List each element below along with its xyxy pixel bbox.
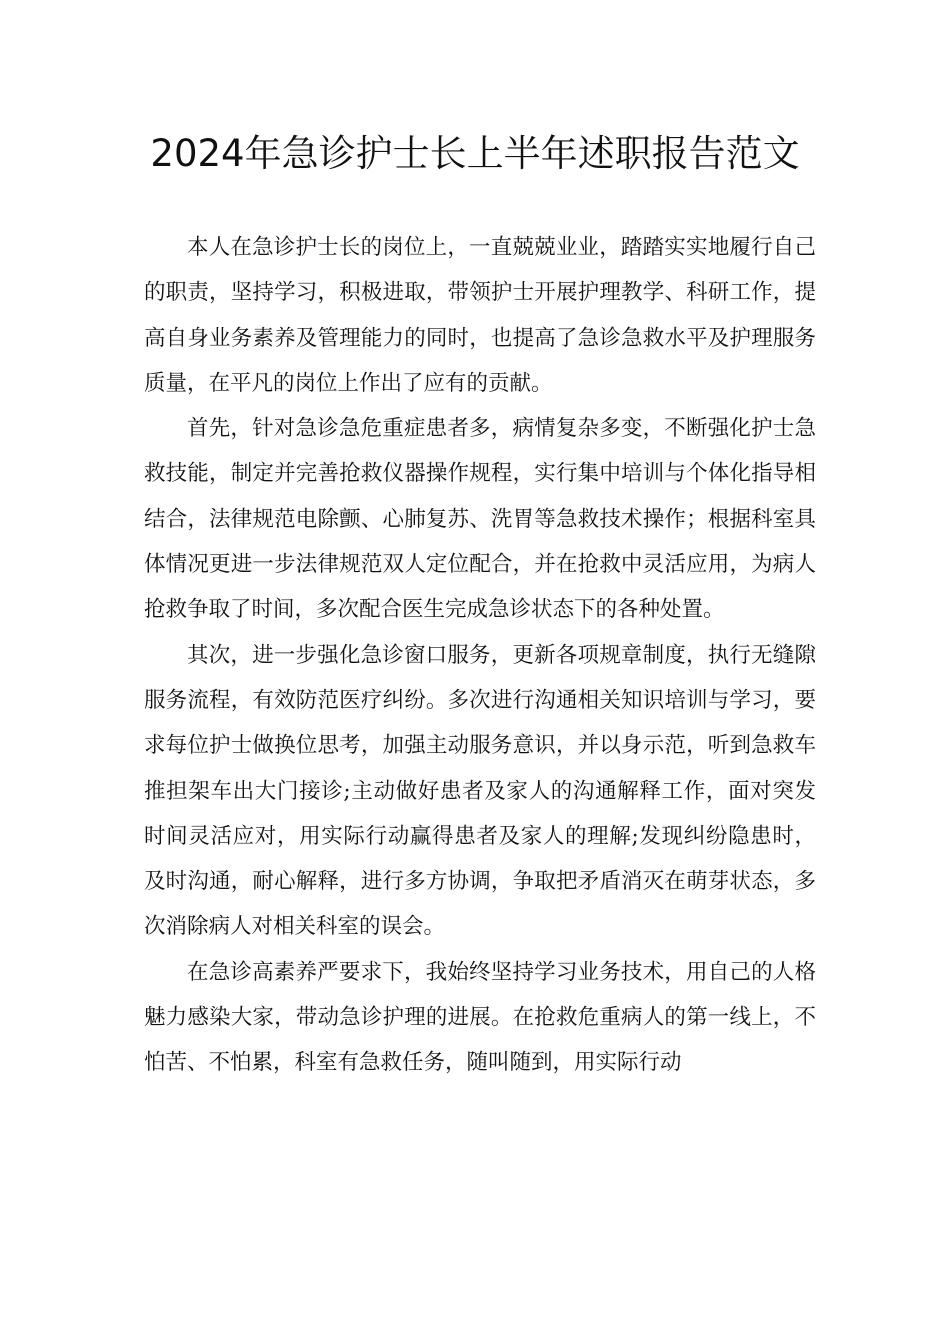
paragraph-first-point: 首先，针对急诊急危重症患者多，病情复杂多变，不断强化护士急救技能，制定并完善抢救仪器操作规程，实行集中培训与个体化指导相结合，法律规范电除颤、心肺复苏、洗胃等急救技术操作；根据科室具体情况更进一步法律规范双人定位配合，并在抢救中灵活应用，为病人抢救争取了时间，多次配合医生完成急诊状态下的各种处置。 [144,416,816,623]
paragraph-third-point: 在急诊高素养严要求下，我始终坚持学习业务技术，用自己的人格魅力感染大家，带动急诊护理的进展。在抢救危重病人的第一线上，不怕苦、不怕累，科室有急救任务，随叫随到，用实际行动 [144,959,816,1076]
document-body [144,225,816,1086]
paragraph-second-point: 其次，进一步强化急诊窗口服务，更新各项规章制度，执行无缝隙服务流程，有效防范医疗纠纷。多次进行沟通相关知识培训与学习，要求每位护士做换位思考，加强主动服务意识，并以身示范，听到急救车推担架车出大门接诊;主动做好患者及家人的沟通解释工作，面对突发时间灵活应对，用实际行动赢得患者及家人的理解;发现纠纷隐患时，及时沟通，耐心解释，进行多方协调，争取把矛盾消灭在萌芽状态，多次消除病人对相关科室的误会。 [144,642,816,940]
document-title: 2024年急诊护士长上半年述职报告范文 [150,132,800,175]
paragraph-intro: 本人在急诊护士长的岗位上，一直兢兢业业，踏踏实实地履行自己的职责，坚持学习，积极进取，带领护士开展护理教学、科研工作，提高自身业务素养及管理能力的同时，也提高了急诊急救水平及护理服务质量，在平凡的岗位上作出了应有的贡献。 [144,235,816,396]
